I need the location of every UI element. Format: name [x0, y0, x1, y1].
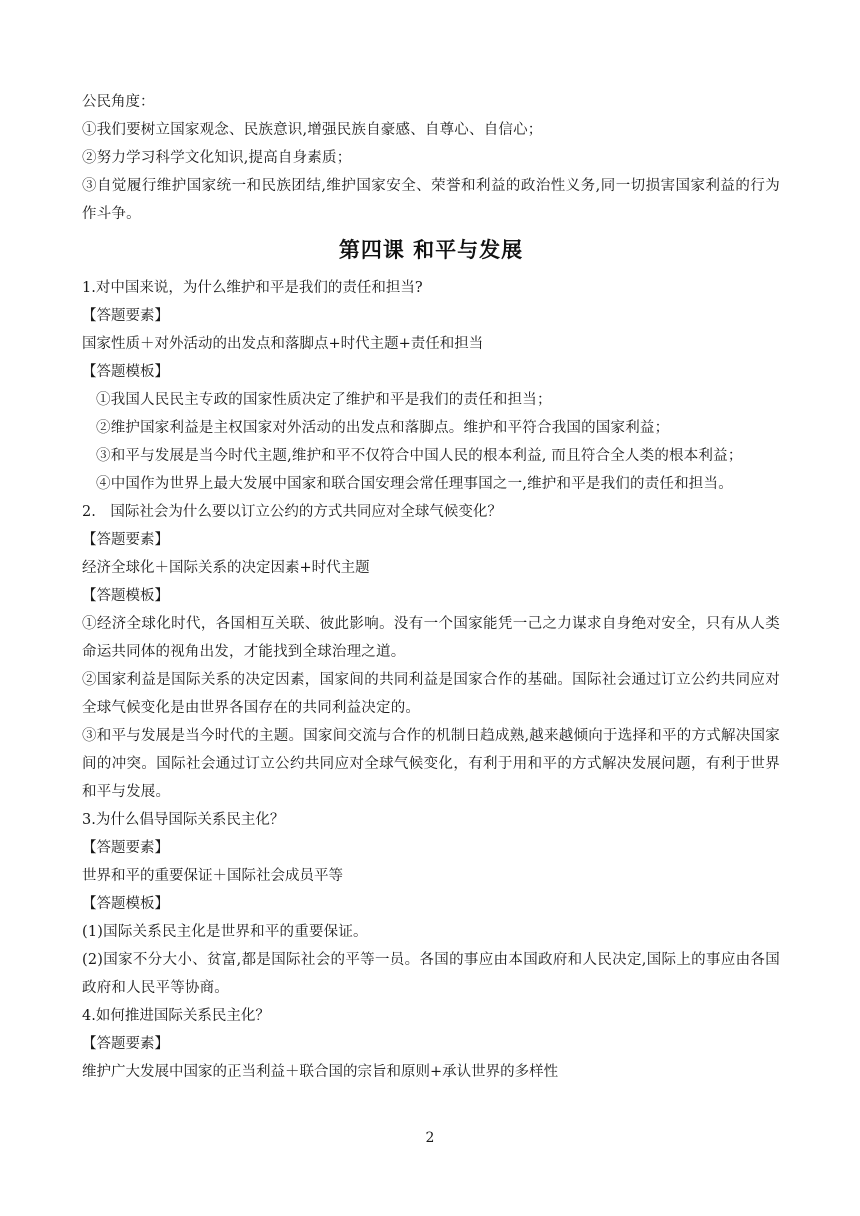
question-text: 3.为什么倡导国际关系民主化？ — [82, 812, 285, 828]
citizen-perspective-section — [82, 88, 780, 228]
question-2-section — [82, 498, 780, 806]
template-label: 【答题模板】 — [82, 588, 169, 604]
elements-label: 【答题要素】 — [82, 532, 169, 548]
document-page — [82, 88, 780, 1086]
elements-label: 【答题要素】 — [82, 1036, 169, 1052]
citizen-heading: 公民角度： — [82, 94, 155, 110]
citizen-item: ①我们要树立国家观念、民族意识,增强民族自豪感、自尊心、自信心； — [82, 122, 543, 138]
question-1-section — [82, 274, 780, 498]
citizen-item: ②努力学习科学文化知识,提高自身素质； — [82, 150, 352, 166]
elements-label: 【答题要素】 — [82, 840, 169, 856]
question-text: 2. 国际社会为什么要以订立公约的方式共同应对全球气候变化？ — [82, 504, 502, 520]
citizen-item: ③自觉履行维护国家统一和民族团结,维护国家安全、荣誉和利益的政治性义务,同一切损害国家利益的行为作斗争。 — [82, 178, 780, 222]
elements-label: 【答题要素】 — [82, 308, 169, 324]
template-label: 【答题模板】 — [82, 896, 169, 912]
elements-text: 世界和平的重要保证＋国际社会成员平等 — [82, 868, 343, 884]
question-text: 4.如何推进国际关系民主化？ — [82, 1008, 270, 1024]
answer-item: ①经济全球化时代，各国相互关联、彼此影响。没有一个国家能凭一己之力谋求自身绝对安全，只有从人类命运共同体的视角出发，才能找到全球治理之道。 — [82, 616, 780, 660]
answer-item: ③和平与发展是当今时代主题,维护和平不仅符合中国人民的根本利益, 而且符合全人类的根本利益； — [96, 448, 743, 464]
answer-item: (2)国家不分大小、贫富,都是国际社会的平等一员。各国的事应由本国政府和人民决定,国际上的事应由各国政府和人民平等协商。 — [82, 952, 780, 996]
answer-item: ③和平与发展是当今时代的主题。国家间交流与合作的机制日趋成熟,越来越倾向于选择和平的方式解决国家间的冲突。国际社会通过订立公约共同应对全球气候变化，有利于用和平的方式解决发展问题，有利于世界和平与发展。 — [82, 728, 780, 800]
elements-text: 国家性质＋对外活动的出发点和落脚点+时代主题+责任和担当 — [82, 336, 484, 352]
elements-text: 维护广大发展中国家的正当利益＋联合国的宗旨和原则+承认世界的多样性 — [82, 1064, 559, 1080]
answer-item: ②维护国家利益是主权国家对外活动的出发点和落脚点。维护和平符合我国的国家利益； — [96, 420, 670, 436]
question-3-section — [82, 806, 780, 1002]
template-label: 【答题模板】 — [82, 364, 169, 380]
lesson-title: 第四课 和平与发展 — [338, 238, 524, 262]
elements-text: 经济全球化＋国际关系的决定因素+时代主题 — [82, 560, 370, 576]
answer-item: ④中国作为世界上最大发展中国家和联合国安理会常任理事国之一,维护和平是我们的责任和担当。 — [96, 476, 733, 492]
page-number: 2 — [425, 1130, 435, 1146]
answer-item: ①我国人民民主专政的国家性质决定了维护和平是我们的责任和担当； — [96, 392, 552, 408]
question-4-section — [82, 1002, 780, 1086]
answer-item: (1)国际关系民主化是世界和平的重要保证。 — [82, 924, 368, 940]
question-text: 1.对中国来说，为什么维护和平是我们的责任和担当? — [82, 280, 423, 296]
answer-item: ②国家利益是国际关系的决定因素，国家间的共同利益是国家合作的基础。国际社会通过订立公约共同应对全球气候变化是由世界各国存在的共同利益决定的。 — [82, 672, 780, 716]
